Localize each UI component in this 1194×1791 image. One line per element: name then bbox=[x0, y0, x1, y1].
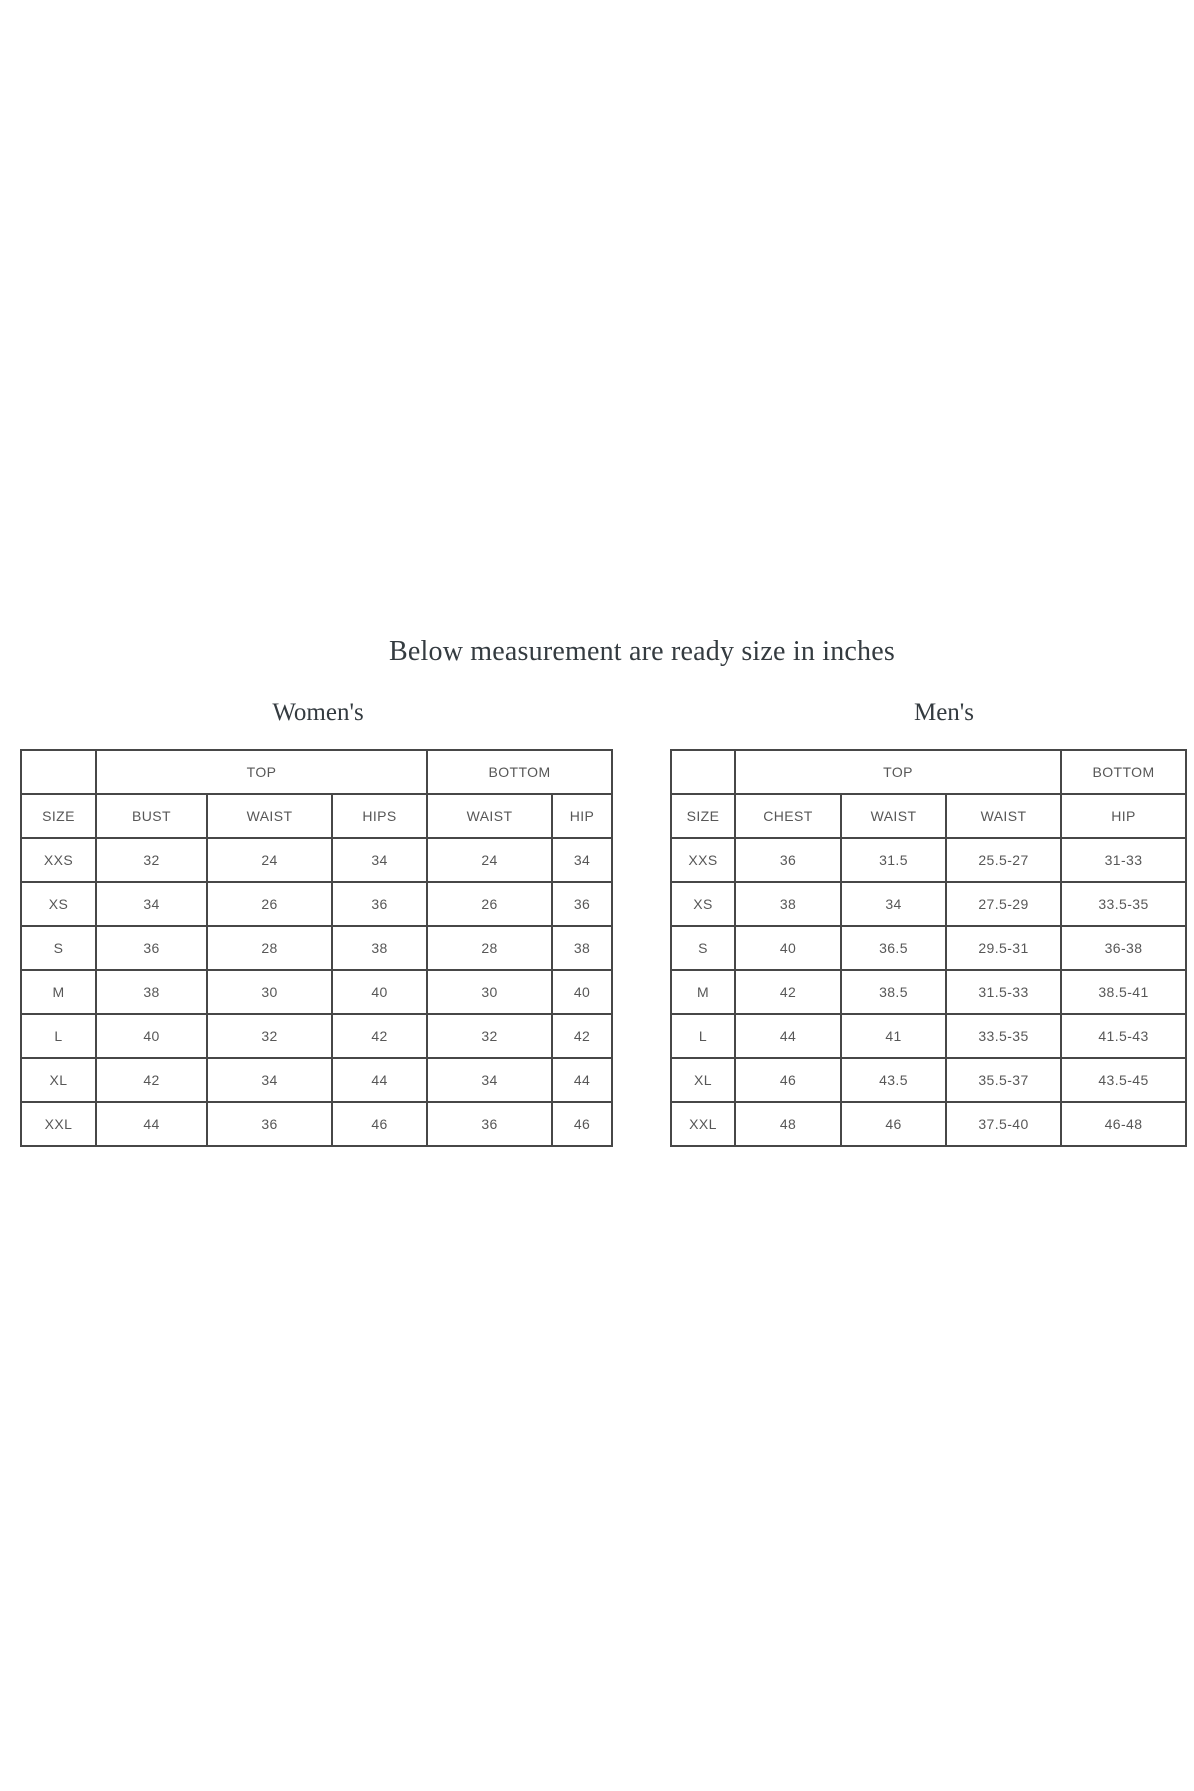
measurement-cell: 36 bbox=[96, 926, 207, 970]
measurement-cell: 40 bbox=[552, 970, 612, 1014]
size-cell: L bbox=[21, 1014, 96, 1058]
column-header-waist: WAIST bbox=[427, 794, 552, 838]
column-header-hip: HIP bbox=[552, 794, 612, 838]
measurement-cell: 43.5 bbox=[841, 1058, 946, 1102]
measurement-cell: 37.5-40 bbox=[946, 1102, 1061, 1146]
page-title: Below measurement are ready size in inches bbox=[389, 636, 895, 667]
table-row bbox=[671, 1058, 1186, 1102]
column-header-row bbox=[671, 794, 1186, 838]
measurement-cell: 32 bbox=[207, 1014, 332, 1058]
table-row bbox=[21, 926, 612, 970]
measurement-cell: 40 bbox=[332, 970, 427, 1014]
measurement-cell: 36 bbox=[735, 838, 841, 882]
table-row bbox=[21, 882, 612, 926]
size-cell: S bbox=[21, 926, 96, 970]
measurement-cell: 38.5 bbox=[841, 970, 946, 1014]
column-header-waist: WAIST bbox=[207, 794, 332, 838]
measurement-cell: 32 bbox=[96, 838, 207, 882]
measurement-cell: 44 bbox=[96, 1102, 207, 1146]
measurement-cell: 40 bbox=[96, 1014, 207, 1058]
corner-cell bbox=[21, 750, 96, 794]
measurement-cell: 38.5-41 bbox=[1061, 970, 1186, 1014]
table-row bbox=[671, 926, 1186, 970]
womens-heading: Women's bbox=[272, 699, 364, 726]
table-row bbox=[671, 970, 1186, 1014]
measurement-cell: 46 bbox=[552, 1102, 612, 1146]
column-header-bust: BUST bbox=[96, 794, 207, 838]
measurement-cell: 34 bbox=[96, 882, 207, 926]
corner-cell bbox=[671, 750, 735, 794]
column-header-waist: WAIST bbox=[946, 794, 1061, 838]
size-cell: XXL bbox=[671, 1102, 735, 1146]
group-header-top: TOP bbox=[96, 750, 427, 794]
mens-size-table bbox=[670, 749, 1187, 1147]
column-header-waist: WAIST bbox=[841, 794, 946, 838]
measurement-cell: 34 bbox=[207, 1058, 332, 1102]
measurement-cell: 36.5 bbox=[841, 926, 946, 970]
group-header-top: TOP bbox=[735, 750, 1061, 794]
table-row bbox=[21, 838, 612, 882]
measurement-cell: 34 bbox=[552, 838, 612, 882]
measurement-cell: 28 bbox=[427, 926, 552, 970]
womens-size-table bbox=[20, 749, 613, 1147]
measurement-cell: 36 bbox=[207, 1102, 332, 1146]
measurement-cell: 46 bbox=[841, 1102, 946, 1146]
measurement-cell: 36 bbox=[332, 882, 427, 926]
size-cell: XXS bbox=[671, 838, 735, 882]
measurement-cell: 46 bbox=[735, 1058, 841, 1102]
measurement-cell: 48 bbox=[735, 1102, 841, 1146]
measurement-cell: 27.5-29 bbox=[946, 882, 1061, 926]
size-cell: XL bbox=[21, 1058, 96, 1102]
table-row bbox=[671, 882, 1186, 926]
measurement-cell: 32 bbox=[427, 1014, 552, 1058]
measurement-cell: 44 bbox=[332, 1058, 427, 1102]
measurement-cell: 44 bbox=[735, 1014, 841, 1058]
measurement-cell: 24 bbox=[207, 838, 332, 882]
table-row bbox=[21, 1014, 612, 1058]
table-row bbox=[671, 1102, 1186, 1146]
column-header-size: SIZE bbox=[21, 794, 96, 838]
column-header-chest: CHEST bbox=[735, 794, 841, 838]
group-header-bottom: BOTTOM bbox=[1061, 750, 1186, 794]
measurement-cell: 41.5-43 bbox=[1061, 1014, 1186, 1058]
size-cell: L bbox=[671, 1014, 735, 1058]
column-header-hip: HIP bbox=[1061, 794, 1186, 838]
measurement-cell: 42 bbox=[96, 1058, 207, 1102]
measurement-cell: 28 bbox=[207, 926, 332, 970]
measurement-cell: 25.5-27 bbox=[946, 838, 1061, 882]
measurement-cell: 36 bbox=[552, 882, 612, 926]
measurement-cell: 31.5 bbox=[841, 838, 946, 882]
size-cell: XS bbox=[671, 882, 735, 926]
size-cell: XXL bbox=[21, 1102, 96, 1146]
mens-heading: Men's bbox=[913, 699, 975, 726]
table-row bbox=[21, 970, 612, 1014]
measurement-cell: 46 bbox=[332, 1102, 427, 1146]
measurement-cell: 42 bbox=[735, 970, 841, 1014]
size-cell: M bbox=[671, 970, 735, 1014]
measurement-cell: 43.5-45 bbox=[1061, 1058, 1186, 1102]
measurement-cell: 35.5-37 bbox=[946, 1058, 1061, 1102]
measurement-cell: 30 bbox=[207, 970, 332, 1014]
size-cell: XL bbox=[671, 1058, 735, 1102]
measurement-cell: 42 bbox=[552, 1014, 612, 1058]
column-header-hips: HIPS bbox=[332, 794, 427, 838]
measurement-cell: 29.5-31 bbox=[946, 926, 1061, 970]
measurement-cell: 26 bbox=[207, 882, 332, 926]
measurement-cell: 38 bbox=[96, 970, 207, 1014]
table-row bbox=[21, 1058, 612, 1102]
measurement-cell: 34 bbox=[332, 838, 427, 882]
measurement-cell: 34 bbox=[427, 1058, 552, 1102]
table-row bbox=[671, 838, 1186, 882]
table-row bbox=[671, 1014, 1186, 1058]
table-row bbox=[21, 1102, 612, 1146]
size-cell: M bbox=[21, 970, 96, 1014]
size-cell: S bbox=[671, 926, 735, 970]
measurement-cell: 24 bbox=[427, 838, 552, 882]
measurement-cell: 33.5-35 bbox=[946, 1014, 1061, 1058]
group-header-bottom: BOTTOM bbox=[427, 750, 612, 794]
measurement-cell: 31.5-33 bbox=[946, 970, 1061, 1014]
size-cell: XXS bbox=[21, 838, 96, 882]
column-header-row bbox=[21, 794, 612, 838]
measurement-cell: 44 bbox=[552, 1058, 612, 1102]
measurement-cell: 46-48 bbox=[1061, 1102, 1186, 1146]
group-header-row bbox=[671, 750, 1186, 794]
size-cell: XS bbox=[21, 882, 96, 926]
measurement-cell: 38 bbox=[735, 882, 841, 926]
measurement-cell: 36-38 bbox=[1061, 926, 1186, 970]
group-header-row bbox=[21, 750, 612, 794]
measurement-cell: 40 bbox=[735, 926, 841, 970]
measurement-cell: 30 bbox=[427, 970, 552, 1014]
measurement-cell: 42 bbox=[332, 1014, 427, 1058]
measurement-cell: 34 bbox=[841, 882, 946, 926]
column-header-size: SIZE bbox=[671, 794, 735, 838]
measurement-cell: 33.5-35 bbox=[1061, 882, 1186, 926]
measurement-cell: 38 bbox=[552, 926, 612, 970]
measurement-cell: 31-33 bbox=[1061, 838, 1186, 882]
measurement-cell: 26 bbox=[427, 882, 552, 926]
measurement-cell: 36 bbox=[427, 1102, 552, 1146]
measurement-cell: 38 bbox=[332, 926, 427, 970]
measurement-cell: 41 bbox=[841, 1014, 946, 1058]
